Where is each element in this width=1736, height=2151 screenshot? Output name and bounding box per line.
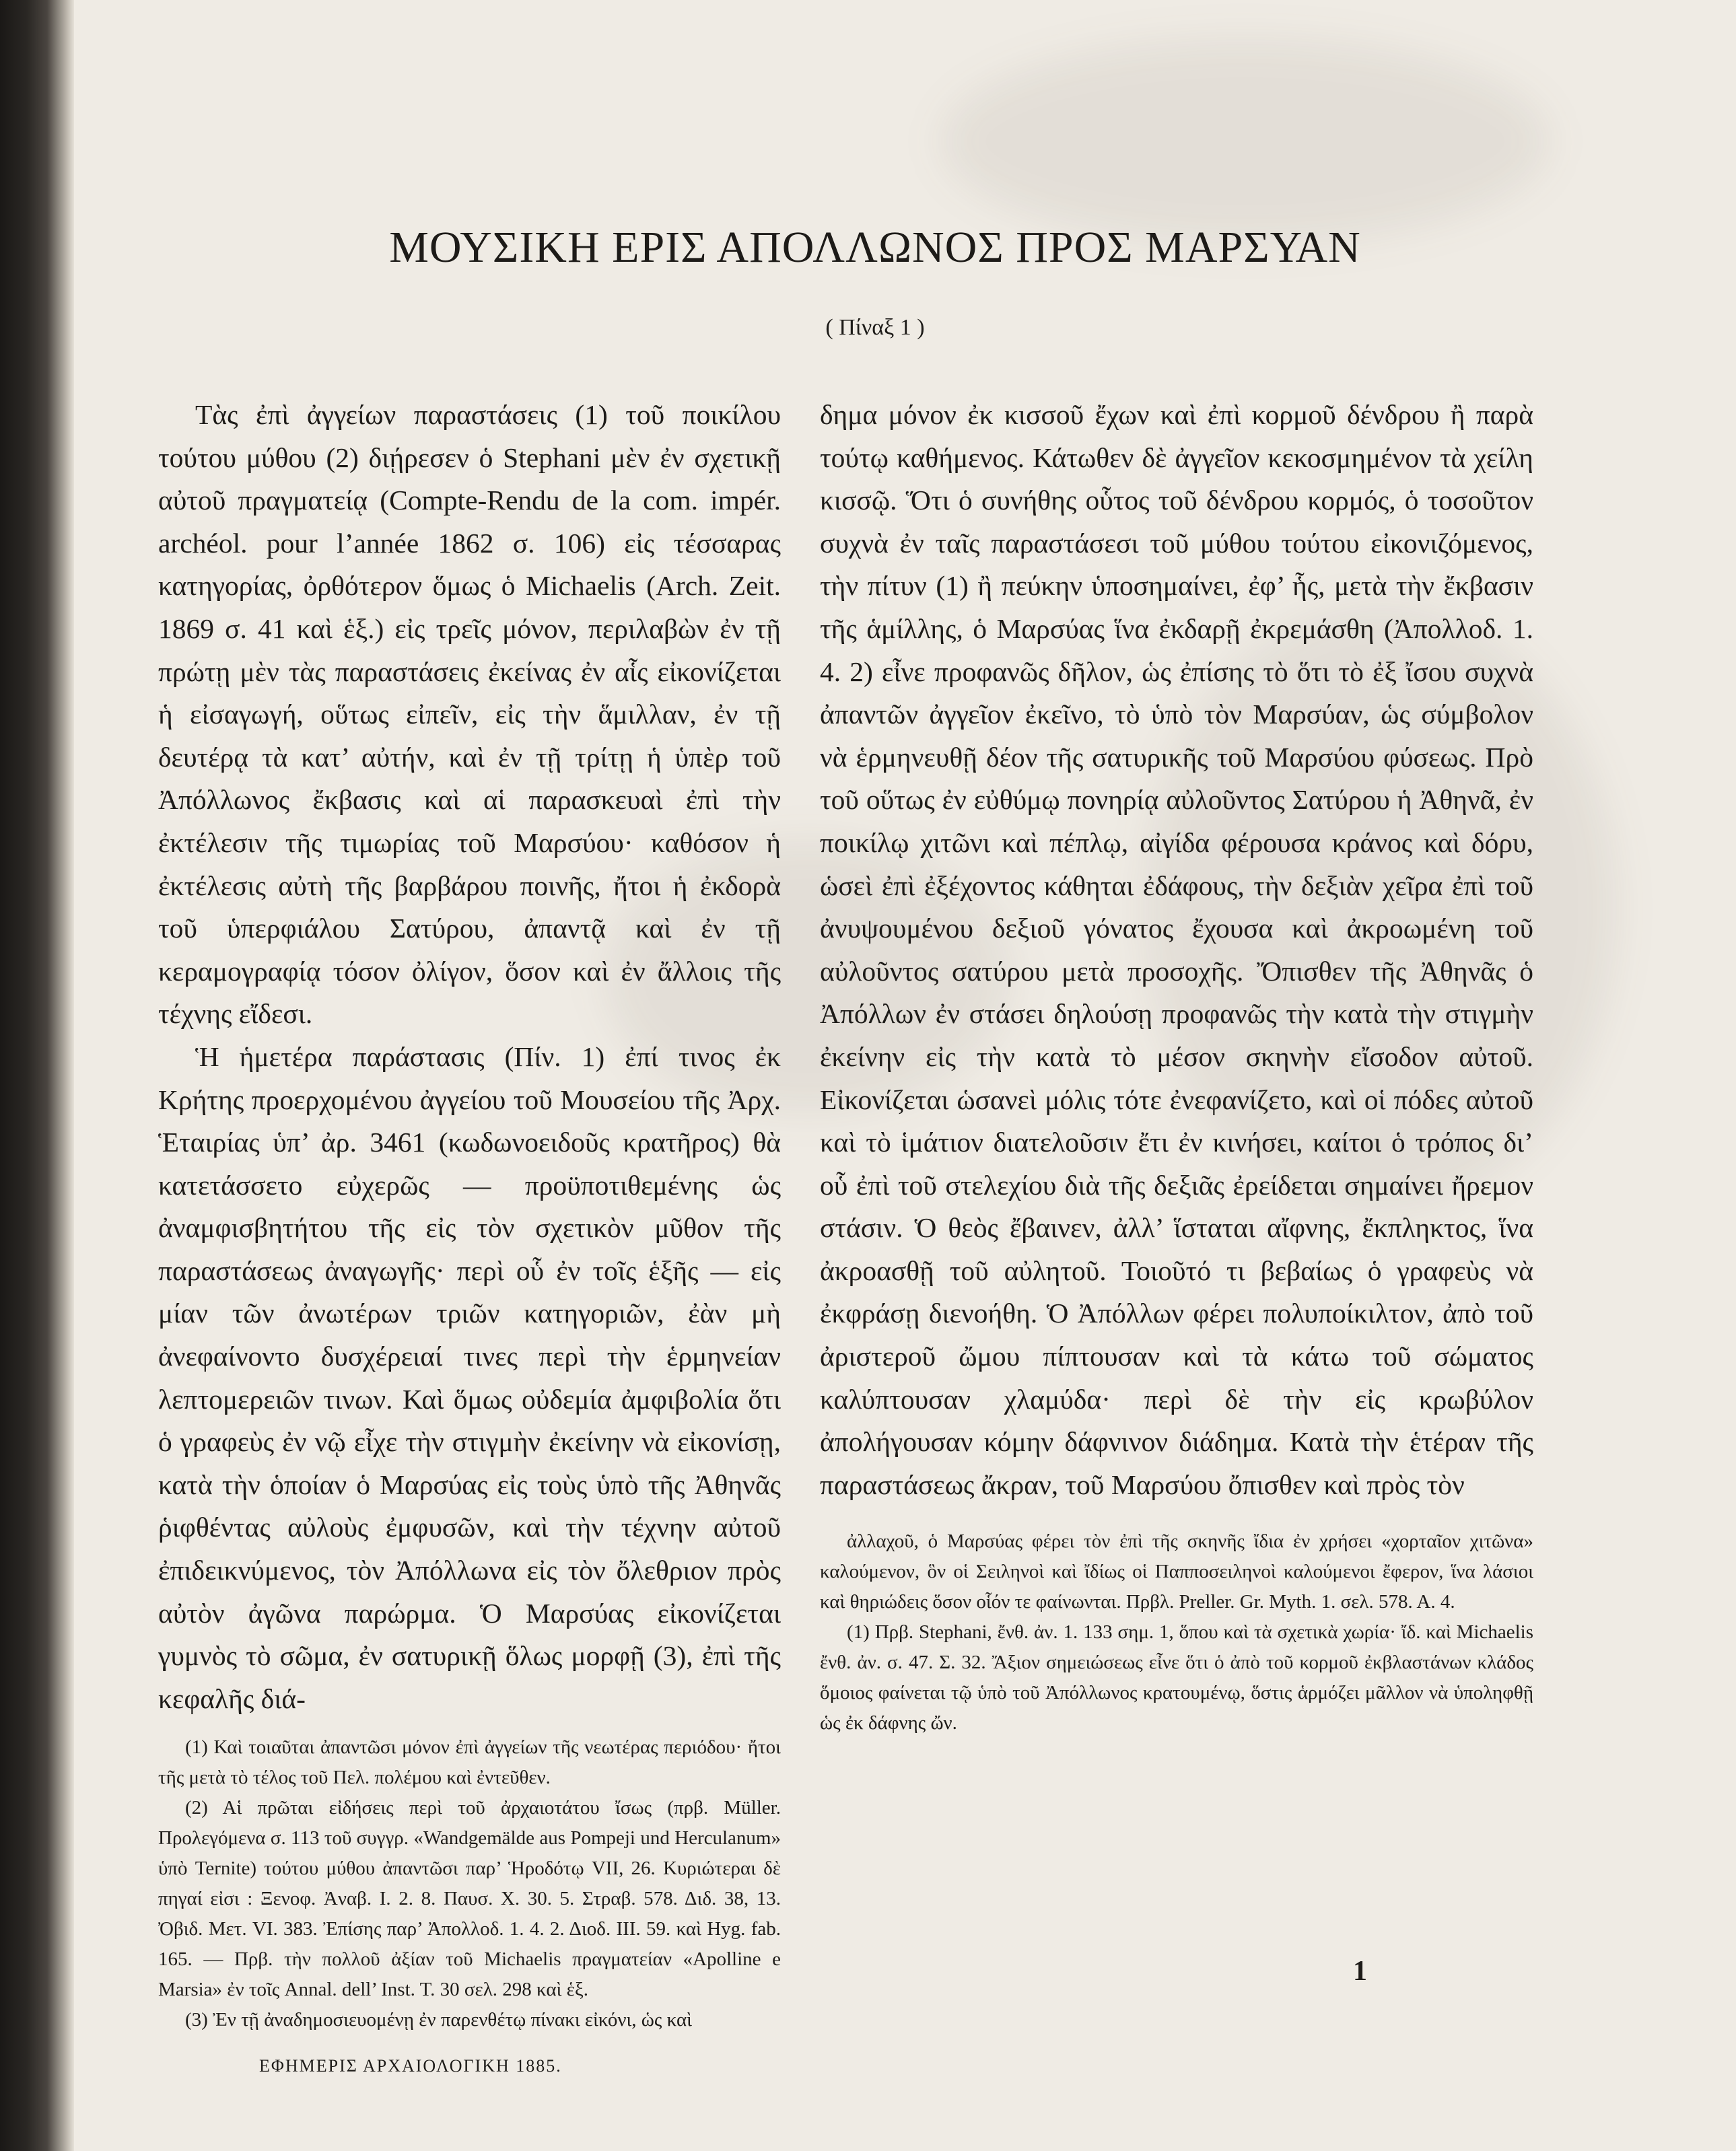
footnote: (1) Πρβ. Stephani, ἔνθ. ἀν. 1. 133 σημ. 1, ὅπου καὶ τὰ σχετικὰ χωρία· ἴδ. καὶ Michaelis ἔνθ. ἀν. σ. 47. Σ. 32. Ἄξιον σημειώσεως εἶνε ὅτι ὁ ἀπὸ τοῦ κορμοῦ ἐκβλαστάνων κλάδος ὅμοιος φαίνεται τῷ ὑπὸ τοῦ Ἀπόλλωνος κρατουμένῳ, ὅστις ἁρμόζει μᾶλλον νὰ ὑποληφθῇ ὡς ἐκ δάφνης ὤν. xyxy=(820,1621,1533,1734)
paragraph: Ἡ ἡμετέρα παράστασις (Πίν. 1) ἐπί τινος ἐκ Κρήτης προερχομένου ἀγγείου τοῦ Μουσείου τῆς Ἀρχ. Ἑταιρίας ὑπ’ ἀρ. 3461 (κωδωνοειδοῦς κρατῆρος) θὰ κατετάσσετο εὐχερῶς — προϋποτιθεμένης ὡς ἀναμφισβητήτου τῆς εἰς τὸν σχετικὸν μῦθον τῆς παραστάσεως ἀναγωγῆς· περὶ οὗ ἐν τοῖς ἑξῆς — εἰς μίαν τῶν ἀνωτέρων τριῶν κατηγοριῶν, ἐὰν μὴ ἀνεφαίνοντο δυσχέρειαί τινες περὶ τὴν ἑρμηνείαν λεπτομερειῶν τινων. Καὶ ὅμως οὐδεμία ἀμφιβολία ὅτι ὁ γραφεὺς ἐν νῷ εἶχε τὴν στιγμὴν ἐκείνην νὰ εἰκονίσῃ, κατὰ τὴν ὁποίαν ὁ Μαρσύας εἰς τοὺς ὑπὸ τῆς Ἀθηνᾶς ῥιφθέντας αὐλοὺς ἐμφυσῶν, καὶ τὴν τέχνην αὐτοῦ ἐπιδεικνύμενος, τὸν Ἀπόλλωνα εἰς τὸν ὄλεθριον πρὸς αὐτὸν ἀγῶνα παρώρμα. Ὁ Μαρσύας εἰκονίζεται γυμνὸς τὸ σῶμα, ἐν σατυρικῇ ὅλως μορφῇ (3), ἐπὶ τῆς κεφαλῆς διά- xyxy=(158,1041,781,1714)
plate-reference: ( Πίναξ 1 ) xyxy=(825,315,925,340)
footnote: (2) Αἱ πρῶται εἰδήσεις περὶ τοῦ ἀρχαιοτάτου ἴσως (πρβ. Müller. Προλεγόμενα σ. 113 τοῦ συγγρ. «Wandgemälde aus Pompeji und Herculanum» ὑπὸ Ternite) τούτου μύθου ἀπαντῶσι παρ’ Ἡροδότῳ VII, 26. Κυριώτεραι δὲ πηγαί εἰσι : Ξενοφ. Ἀναβ. I. 2. 8. Παυσ. X. 30. 5. Στραβ. 578. Διδ. 38, 13. Ὀβιδ. Μετ. VI. 383. Ἐπίσης παρ’ Ἀπολλοδ. 1. 4. 2. Διοδ. III. 59. καὶ Hyg. fab. 165. — Πρβ. τὴν πολλοῦ ἀξίαν τοῦ Michaelis πραγματείαν «Apolline e Marsia» ἐν τοῖς Annal. dell’ Inst. T. 30 σελ. 298 καὶ ἑξ. xyxy=(158,1797,781,2001)
paragraph: Τὰς ἐπὶ ἀγγείων παραστάσεις (1) τοῦ ποικίλου τούτου μύθου (2) διῄρεσεν ὁ Stephani μὲν ἐν σχετικῇ αὐτοῦ πραγματείᾳ (Compte-Rendu de la com. impér. archéol. pour l’année 1862 σ. 106) εἰς τέσσαρας κατηγορίας, ὀρθότερον ὅμως ὁ Michaelis (Arch. Zeit. 1869 σ. 41 καὶ ἑξ.) εἰς τρεῖς μόνον, περιλαβὼν ἐν τῇ πρώτῃ μὲν τὰς παραστάσεις ἐκείνας ἐν αἷς εἰκονίζεται ἡ εἰσαγωγή, οὕτως εἰπεῖν, εἰς τὴν ἅμιλλαν, ἐν τῇ δευτέρᾳ τὰ κατ’ αὐτήν, καὶ ἐν τῇ τρίτῃ ἡ ὑπὲρ τοῦ Ἀπόλλωνος ἔκβασις καὶ αἱ παρασκευαὶ ἐπὶ τὴν ἐκτέλεσιν τῆς τιμωρίας τοῦ Μαρσύου· καθόσον ἡ ἐκτέλεσις αὐτὴ τῆς βαρβάρου ποινῆς, ἤτοι ἡ ἐκδορὰ τοῦ ὑπερφιάλου Σατύρου, ἀπαντᾷ καὶ ἐν τῇ κεραμογραφίᾳ τόσον ὀλίγον, ὅσον καὶ ἐν ἄλλοις τῆς τέχνης εἴδεσι. xyxy=(158,399,781,1030)
footnote: (1) Καὶ τοιαῦται ἀπαντῶσι μόνον ἐπὶ ἀγγείων τῆς νεωτέρας περιόδου· ἤτοι τῆς μετὰ τὸ τέλος τοῦ Πελ. πολέμου καὶ ἐντεῦθεν. xyxy=(158,1736,781,1789)
book-binding-edge xyxy=(0,0,74,2151)
footnote: ἀλλαχοῦ, ὁ Μαρσύας φέρει τὸν ἐπὶ τῆς σκηνῆς ἴδια ἐν χρήσει «χορταῖον χιτῶνα» καλούμενον, ὃν οἱ Σειληνοὶ καὶ ἴδίως οἱ Παπποσειληνοὶ καλούμενοι ἔφερον, ἵνα λάσιοι καὶ θηριώδεις ὅσον οἷόν τε φαίνωνται. Πρβλ. Preller. Gr. Myth. 1. σελ. 578. Α. 4. xyxy=(820,1530,1533,1613)
footnote: (3) Ἐν τῇ ἀναδημοσιευομένῃ ἐν παρενθέτῳ πίνακι εἰκόνι, ὡς καὶ xyxy=(185,2009,692,2031)
left-footnotes xyxy=(158,1732,781,2035)
paper-stain xyxy=(942,40,1548,242)
right-column xyxy=(820,394,1533,1738)
right-body-text xyxy=(820,394,1533,1506)
left-body-text xyxy=(158,394,781,1720)
article-title: ΜΟΥΣΙΚΗ ΕΡΙΣ ΑΠΟΛΛΩΝΟΣ ΠΡΟΣ ΜΑΡΣΥΑΝ xyxy=(389,223,1361,272)
journal-footer: ΕΦΗΜΕΡΙΣ ΑΡΧΑΙΟΛΟΓΙΚΗ 1885. xyxy=(259,2056,562,2076)
paragraph: δημα μόνον ἐκ κισσοῦ ἔχων καὶ ἐπὶ κορμοῦ δένδρου ἢ παρὰ τούτῳ καθήμενος. Κάτωθεν δὲ ἀγγεῖον κεκοσμημένον τὰ χείλη κισσῷ. Ὅτι ὁ συνήθης οὗτος τοῦ δένδρου κορμός, ὁ τοσοῦτον συχνὰ ἐν ταῖς παραστάσεσι τοῦ μύθου τούτου εἰκονιζόμενος, τὴν πίτυν (1) ἢ πεύκην ὑποσημαίνει, ἐφ’ ἧς, μετὰ τὴν ἔκβασιν τῆς ἁμίλλης, ὁ Μαρσύας ἵνα ἐκδαρῇ ἐκρεμάσθη (Ἀπολλοδ. 1. 4. 2) εἶνε προφανῶς δῆλον, ὡς ἐπίσης τὸ ὅτι τὸ ἐξ ἴσου συχνὰ ἀπαντῶν ἀγγεῖον ἐκεῖνο, τὸ ὑπὸ τὸν Μαρσύαν, ὡς σύμβολον νὰ ἑρμηνευθῇ δέον τῆς σατυρικῆς τοῦ Μαρσύου φύσεως. Πρὸ τοῦ οὕτως ἐν εὐθύμῳ πονηρίᾳ αὐλοῦντος Σατύρου ἡ Ἀθηνᾶ, ἐν ποικίλῳ χιτῶνι καὶ πέπλῳ, αἰγίδα φέρουσα κράνος καὶ δόρυ, ὡσεὶ ἐπὶ ἐξέχοντος κάθηται ἐδάφους, τὴν δεξιὰν χεῖρα ἐπὶ τοῦ ἀνυψουμένου δεξιοῦ γόνατος ἔχουσα καὶ ἀκροωμένη τοῦ αὐλοῦντος σατύρου μετὰ προσοχῆς. Ὄπισθεν τῆς Ἀθηνᾶς ὁ Ἀπόλλων ἐν στάσει δηλούσῃ προφανῶς τὴν κατὰ τὴν στιγμὴν ἐκείνην εἰς τὴν κατὰ τὸ μέσον σκηνὴν εἴσοδον αὐτοῦ. Εἰκονίζεται ὡσανεὶ μόλις τότε ἐνεφανίζετο, καὶ οἱ πόδες αὐτοῦ καὶ τὸ ἱμάτιον διατελοῦσιν ἔτι ἐν κινήσει, καίτοι ὁ τρόπος δι’ οὗ ἐπὶ τοῦ στελεχίου διὰ τῆς δεξιᾶς ἐρείδεται σημαίνει ἤρεμον στάσιν. Ὁ θεὸς ἔβαινεν, ἀλλ’ ἵσταται αἴφνης, ἔκπληκτος, ἵνα ἀκροασθῇ τοῦ αὐλητοῦ. Τοιοῦτό τι βεβαίως ὁ γραφεὺς νὰ ἐκφράσῃ διενοήθη. Ὁ Ἀπόλλων φέρει πολυποίκιλτον, ἀπὸ τοῦ ἀριστεροῦ ὤμου πίπτουσαν καὶ τὰ κάτω τοῦ σώματος καλύπτουσαν χλαμύδα· περὶ δὲ τὴν εἰς κρωβύλον ἀπολήγουσαν κόμην δάφνινον διάδημα. Κατὰ τὴν ἑτέραν τῆς παραστάσεως ἄκραν, τοῦ Μαρσύου ὄπισθεν καὶ πρὸς τὸν xyxy=(820,399,1533,1500)
left-column xyxy=(158,394,781,2035)
page-number: 1 xyxy=(1353,1956,1367,1987)
right-footnotes xyxy=(820,1526,1533,1738)
